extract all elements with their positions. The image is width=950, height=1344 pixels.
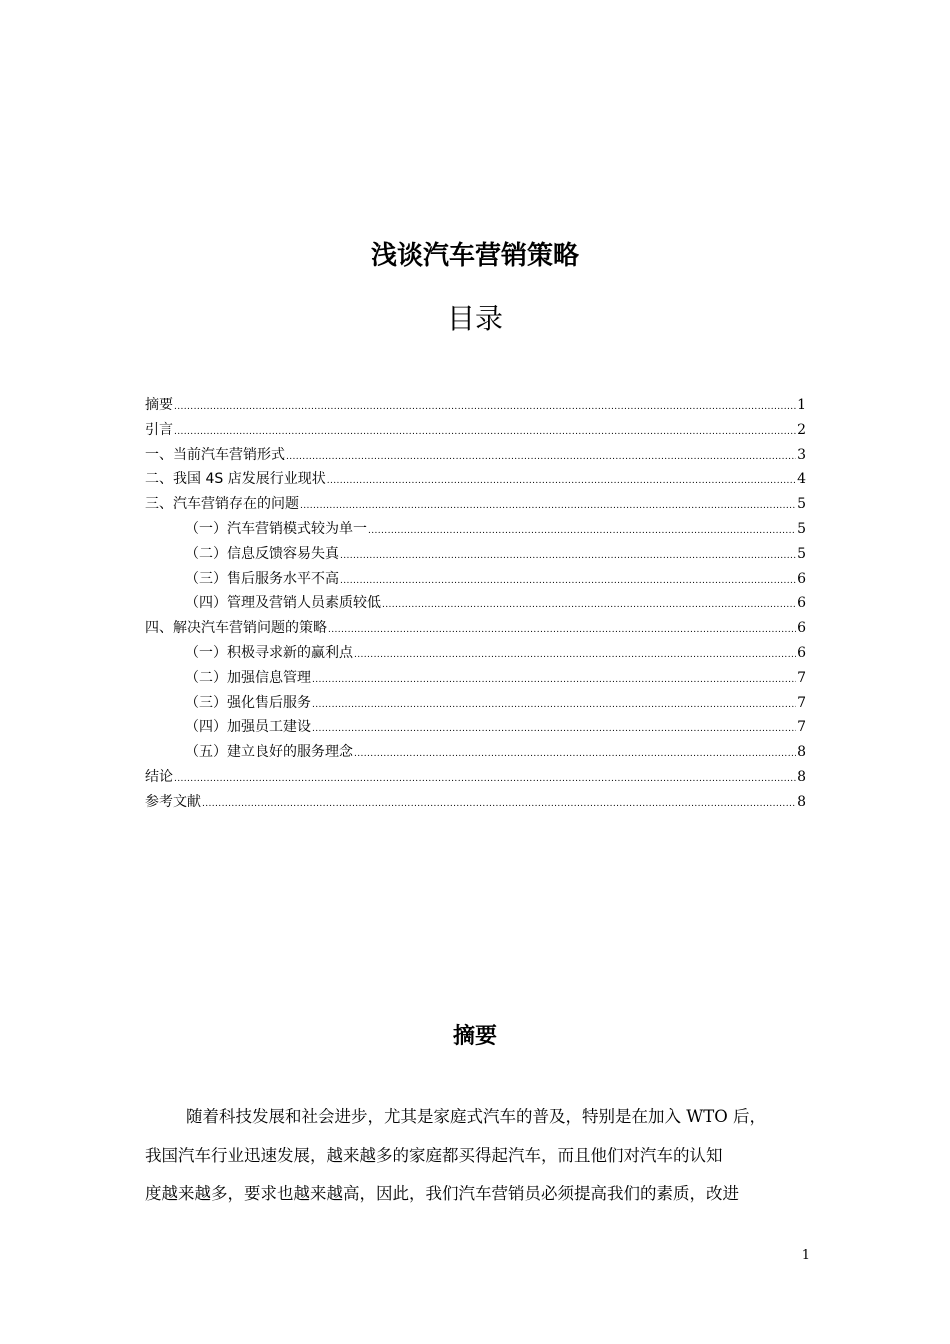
toc-entry-page: 6 (797, 644, 806, 661)
abstract-paragraph (145, 1098, 825, 1214)
toc-entry-title: 引言 (145, 421, 173, 438)
toc-leader (312, 668, 796, 693)
toc-subentry[interactable] (145, 740, 806, 765)
toc-entry-page: 8 (797, 793, 806, 810)
toc-entry-title: （一）汽车营销模式较为单一 (185, 520, 367, 537)
toc-entry-title: 二、我国 4S 店发展行业现状 (145, 471, 326, 488)
toc-leader (300, 494, 796, 519)
toc-leader (354, 643, 796, 668)
toc-entry-title: （三）强化售后服务 (185, 694, 311, 711)
toc-leader (174, 420, 796, 445)
toc-entry-page: 8 (797, 768, 806, 785)
toc-entry-page: 7 (797, 694, 806, 711)
abstract-line: 随着科技发展和社会进步，尤其是家庭式汽车的普及，特别是在加入 WTO 后， (186, 1107, 766, 1126)
toc-entry-page: 2 (797, 421, 806, 438)
toc-entry[interactable] (145, 393, 806, 418)
toc-leader (382, 593, 796, 618)
toc-entry-page: 3 (797, 446, 806, 463)
toc-leader (174, 395, 796, 420)
toc-entry-title: 摘要 (145, 397, 173, 413)
toc-entry-title: （二）加强信息管理 (185, 669, 311, 686)
toc-entry-page: 7 (797, 669, 806, 686)
toc-entry-page: 5 (797, 520, 806, 537)
toc-leader (340, 544, 796, 569)
document-title: 浅谈汽车营销策略 (370, 241, 579, 271)
toc-entry-title: 四、解决汽车营销问题的策略 (145, 620, 327, 637)
toc-entry-page: 5 (797, 545, 806, 562)
toc-leader (368, 519, 796, 544)
abstract-line: 我国汽车行业迅速发展，越来越多的家庭都买得起汽车，而且他们对汽车的认知 (145, 1145, 723, 1165)
toc-leader (286, 445, 796, 470)
toc-entry[interactable] (145, 790, 806, 815)
toc-entry-page: 6 (797, 620, 806, 637)
toc-entry-title: （五）建立良好的服务理念 (185, 744, 353, 761)
toc-subentry[interactable] (145, 542, 806, 567)
toc-entry-title: 参考文献 (145, 793, 201, 810)
toc-entry[interactable] (145, 765, 806, 790)
toc-entry[interactable] (145, 418, 806, 443)
toc-entry-title: （三）售后服务水平不高 (185, 570, 339, 587)
toc-subentry[interactable] (145, 666, 806, 691)
toc-heading: 目录 (446, 302, 503, 335)
toc-entry-page: 7 (797, 719, 806, 736)
toc-entry-page: 4 (797, 471, 806, 488)
toc-subentry[interactable] (145, 715, 806, 740)
toc-leader (328, 618, 796, 643)
toc-entry-title: 结论 (145, 768, 173, 785)
toc-entry-page: 8 (797, 744, 806, 761)
toc-leader (202, 792, 796, 817)
toc-entry-title: （一）积极寻求新的赢利点 (185, 644, 353, 661)
toc-entry-page: 6 (797, 595, 806, 612)
toc-entry[interactable] (145, 616, 806, 641)
toc-entry-title: 三、汽车营销存在的问题 (145, 496, 299, 513)
toc-subentry[interactable] (145, 517, 806, 542)
toc-entry-page: 5 (797, 496, 806, 513)
page-number: 1 (801, 1248, 810, 1263)
toc-subentry[interactable] (145, 591, 806, 616)
toc-entry-title: （二）信息反馈容易失真 (185, 545, 339, 562)
toc-subentry[interactable] (145, 691, 806, 716)
toc-leader (312, 693, 796, 718)
toc-subentry[interactable] (145, 567, 806, 592)
toc-leader (327, 469, 796, 494)
abstract-line: 度越来越多，要求也越来越高，因此，我们汽车营销员必须提高我们的素质，改进 (145, 1184, 739, 1203)
abstract-heading: 摘要 (452, 1024, 497, 1049)
toc-leader (174, 767, 796, 792)
toc-leader (354, 742, 796, 767)
toc-leader (312, 717, 796, 742)
toc-entry-title: （四）管理及营销人员素质较低 (185, 595, 381, 612)
toc-leader (340, 569, 796, 594)
toc-entry-page: 6 (797, 570, 806, 587)
toc-entry[interactable] (145, 467, 806, 492)
toc-entry-title: （四）加强员工建设 (185, 719, 311, 736)
toc-subentry[interactable] (145, 641, 806, 666)
toc-entry[interactable] (145, 443, 806, 468)
toc-entry-page: 1 (797, 397, 806, 413)
toc-entry-title: 一、当前汽车营销形式 (145, 446, 285, 463)
table-of-contents (145, 393, 806, 815)
toc-entry[interactable] (145, 492, 806, 517)
